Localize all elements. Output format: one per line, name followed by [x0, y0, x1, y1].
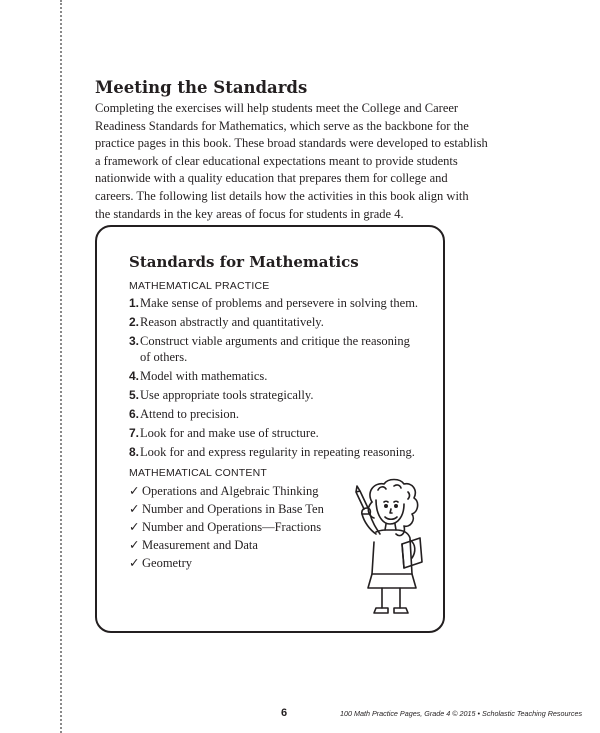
- practice-item: [129, 296, 429, 312]
- page-footer: [0, 707, 600, 723]
- content-text: Number and Operations in Base Ten: [142, 502, 324, 516]
- practice-text: Attend to precision.: [140, 406, 239, 421]
- checkmark-icon: ✓: [129, 484, 140, 498]
- content-text: Operations and Algebraic Thinking: [142, 484, 319, 498]
- perforation-line: [60, 0, 62, 733]
- intro-line: careers. The following list details how the activities in this book align with: [95, 188, 469, 203]
- intro-line: nationwide with a quality education that prepares them for college and: [95, 171, 448, 186]
- practice-text: Make sense of problems and persevere in solving them.: [140, 296, 419, 310]
- practice-number: 1.: [129, 296, 140, 310]
- practice-text: Use appropriate tools strategically.: [140, 387, 314, 402]
- content-text: Geometry: [142, 556, 192, 570]
- practice-text: Reason abstractly and quantitatively.: [140, 315, 324, 329]
- content-item: [129, 484, 349, 499]
- practice-number: 8.: [129, 444, 140, 459]
- practice-caption: MATHEMATICAL PRACTICE: [129, 280, 270, 292]
- footer-credit: 100 Math Practice Pages, Grade 4 © 2015 • Scholastic Teaching Resources: [340, 709, 583, 718]
- student-with-pencil-illustration: [350, 478, 428, 618]
- intro-line: practice pages in this book. These broad standards were developed to establish: [95, 136, 488, 151]
- practice-text: Construct viable arguments and critique the reasoning: [140, 334, 410, 348]
- checkmark-icon: ✓: [129, 502, 140, 516]
- checkmark-icon: ✓: [129, 520, 140, 534]
- content-caption: MATHEMATICAL CONTENT: [129, 467, 267, 479]
- standards-box-title: Standards for Mathematics: [129, 253, 359, 271]
- practice-text-continued: of others.: [140, 349, 188, 364]
- page-number: 6: [281, 707, 288, 719]
- intro-line: Completing the exercises will help students meet the College and Career: [95, 101, 459, 115]
- content-text: Measurement and Data: [142, 538, 258, 552]
- intro-line: the standards in the key areas of focus for students in grade 4.: [95, 206, 404, 221]
- practice-item: [129, 334, 429, 365]
- practice-number: 7.: [129, 425, 140, 440]
- content-item: [129, 556, 349, 571]
- practice-item: [129, 369, 429, 385]
- intro-paragraph: [95, 100, 490, 223]
- intro-line: Readiness Standards for Mathematics, which serve as the backbone for the: [95, 118, 469, 133]
- content-list: [129, 484, 349, 574]
- practice-number: 3.: [129, 334, 140, 348]
- practice-item: [129, 315, 429, 331]
- checkmark-icon: ✓: [129, 556, 140, 570]
- content-item: [129, 538, 349, 553]
- practice-number: 4.: [129, 368, 140, 383]
- practice-text: Model with mathematics.: [140, 368, 268, 383]
- practice-item: [129, 407, 429, 423]
- practice-item: [129, 388, 429, 404]
- practice-number: 2.: [129, 315, 140, 329]
- practice-text: Look for and make use of structure.: [140, 425, 319, 440]
- practice-number: 5.: [129, 387, 140, 402]
- content-text: Number and Operations—Fractions: [142, 520, 322, 534]
- practice-list: [129, 296, 429, 464]
- intro-line: a framework of clear educational expectations meant to provide students: [95, 153, 458, 168]
- content-item: [129, 520, 349, 535]
- content-item: [129, 502, 349, 517]
- practice-item: [129, 426, 429, 442]
- practice-number: 6.: [129, 406, 140, 421]
- section-heading: Meeting the Standards: [95, 78, 308, 97]
- checkmark-icon: ✓: [129, 538, 140, 552]
- practice-text: Look for and express regularity in repeating reasoning.: [140, 444, 415, 459]
- practice-item: [129, 445, 429, 461]
